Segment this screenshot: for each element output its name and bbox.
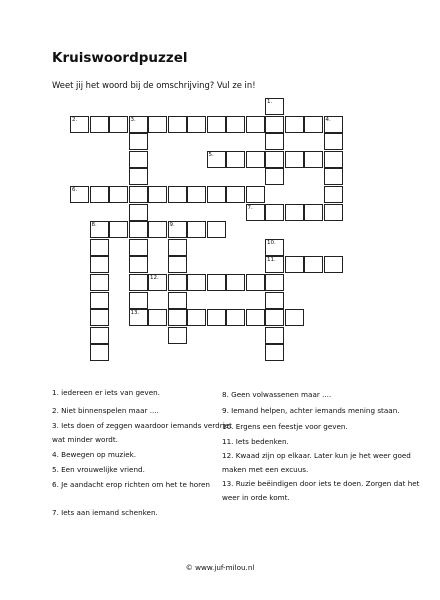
crossword-cell[interactable] [187,274,206,291]
crossword-cell[interactable] [148,274,167,291]
crossword-cell[interactable] [226,186,245,203]
crossword-cell[interactable] [246,309,265,326]
clue-number: 12. [150,275,159,281]
crossword-cell[interactable] [265,151,284,168]
crossword-cell[interactable] [207,151,226,168]
clue-number: 11. [267,257,276,264]
crossword-cell[interactable] [207,274,226,291]
crossword-cell[interactable] [90,327,109,344]
crossword-cell[interactable] [109,186,128,203]
crossword-cell[interactable] [304,151,323,168]
crossword-cell[interactable] [324,256,343,273]
clue-11: 11. Iets bedenken. [222,437,289,446]
clue-4: 4. Bewegen op muziek. [52,450,137,459]
crossword-cell[interactable] [285,204,304,221]
crossword-cell[interactable] [265,274,284,291]
crossword-cell[interactable] [324,168,343,185]
crossword-cell[interactable] [265,292,284,309]
crossword-cell[interactable] [265,327,284,344]
crossword-cell[interactable] [226,116,245,133]
crossword-cell[interactable] [90,221,109,238]
clue-1: 1. iedereen er iets van geven. [52,388,160,397]
clue-9: 9. Iemand helpen, achter iemands mening staan. [222,406,400,415]
crossword-cell[interactable] [187,116,206,133]
crossword-cell[interactable] [265,168,284,185]
clue-3: 3. Iets doen of zeggen waardoor iemands verdriet wat minder wordt. [52,421,232,445]
crossword-cell[interactable] [90,274,109,291]
crossword-cell[interactable] [129,292,148,309]
crossword-cell[interactable] [168,221,187,238]
crossword-cell[interactable] [168,292,187,309]
clue-number: 9. [169,222,175,229]
crossword-cell[interactable] [265,239,284,256]
clue-number: 3. [130,116,136,123]
crossword-cell[interactable] [90,116,109,133]
crossword-cell[interactable] [246,116,265,133]
crossword-cell[interactable] [90,186,109,203]
crossword-cell[interactable] [285,116,304,133]
crossword-cell[interactable] [129,274,148,291]
clue-number: 6. [72,187,78,193]
crossword-cell[interactable] [226,274,245,291]
crossword-cell[interactable] [285,151,304,168]
crossword-cell[interactable] [109,221,128,238]
crossword-cell[interactable] [129,239,148,256]
crossword-cell[interactable] [129,133,148,150]
crossword-cell[interactable] [148,309,167,326]
crossword-cell[interactable] [207,221,226,238]
clue-number: 7. [247,204,253,211]
clue-number: 4. [325,116,331,123]
crossword-cell[interactable] [168,309,187,326]
crossword-cell[interactable] [168,186,187,203]
crossword-cell[interactable] [129,256,148,273]
crossword-cell[interactable] [324,151,343,168]
clue-2: 2. Niet binnenspelen maar .... [52,406,159,415]
crossword-cell[interactable] [324,133,343,150]
crossword-cell[interactable] [265,116,284,133]
clue-number: 8. [91,222,97,229]
crossword-cell[interactable] [90,256,109,273]
crossword-cell[interactable] [246,151,265,168]
crossword-cell[interactable] [226,151,245,168]
crossword-cell[interactable] [168,327,187,344]
crossword-cell[interactable] [304,256,323,273]
crossword-cell[interactable] [226,309,245,326]
clue-7: 7. Iets aan iemand schenken. [52,508,158,517]
crossword-cell[interactable] [187,309,206,326]
crossword-cell[interactable] [129,151,148,168]
crossword-cell[interactable] [324,204,343,221]
crossword-cell[interactable] [148,221,167,238]
clue-12: 12. Kwaad zijn op elkaar. Later kun je het weer goed maken met een excuus. [222,451,411,475]
clue-number: 13. [130,310,140,317]
crossword-cell[interactable] [70,186,89,203]
crossword-cell[interactable] [246,274,265,291]
crossword-cell[interactable] [129,221,148,238]
crossword-cell[interactable] [148,116,167,133]
crossword-cell[interactable] [324,186,343,203]
crossword-cell[interactable] [187,186,206,203]
crossword-cell[interactable] [246,204,265,221]
crossword-cell[interactable] [129,168,148,185]
crossword-cell[interactable] [168,116,187,133]
crossword-cell[interactable] [168,274,187,291]
crossword-cell[interactable] [90,292,109,309]
crossword-cell[interactable] [285,256,304,273]
crossword-cell[interactable] [265,98,284,115]
clue-8: 8. Geen volwassenen maar .... [222,390,332,399]
crossword-cell[interactable] [304,116,323,133]
crossword-cell[interactable] [90,344,109,361]
clue-13: 13. Ruzie beëindigen door iets te doen. Zorgen dat het weer in orde komt. [222,479,420,503]
crossword-cell[interactable] [207,309,226,326]
crossword-cell[interactable] [265,309,284,326]
crossword-cell[interactable] [129,186,148,203]
crossword-cell[interactable] [168,256,187,273]
clue-10: 10. Ergens een feestje voor geven. [222,422,348,431]
copyright-footer: © www.juf-milou.nl [185,563,255,572]
crossword-cell[interactable] [265,344,284,361]
crossword-cell[interactable] [129,309,148,326]
clue-number: 10. [267,239,276,246]
crossword-cell[interactable] [265,133,284,150]
crossword-cell[interactable] [90,239,109,256]
crossword-cell[interactable] [70,116,89,133]
crossword-cell[interactable] [148,186,167,203]
crossword-cell[interactable] [90,309,109,326]
clue-number: 5. [208,151,214,158]
crossword-cell[interactable] [168,239,187,256]
crossword-cell[interactable] [265,204,284,221]
crossword-cell[interactable] [207,116,226,133]
instructions: Weet jij het woord bij de omschrijving? Vul ze in! [52,80,256,90]
crossword-cell[interactable] [207,186,226,203]
crossword-cell[interactable] [304,204,323,221]
crossword-cell[interactable] [265,256,284,273]
clue-number: 1. [267,99,273,105]
crossword-cell[interactable] [129,204,148,221]
crossword-cell[interactable] [109,116,128,133]
crossword-cell[interactable] [324,116,343,133]
clue-6: 6. Je aandacht erop richten om het te horen [52,480,210,489]
crossword-cell[interactable] [129,116,148,133]
clue-number: 2. [72,116,78,123]
crossword-cell[interactable] [246,186,265,203]
crossword-cell[interactable] [187,221,206,238]
crossword-cell[interactable] [285,309,304,326]
page-title: Kruiswoordpuzzel [52,50,188,66]
clue-5: 5. Een vrouwelijke vriend. [52,465,145,474]
